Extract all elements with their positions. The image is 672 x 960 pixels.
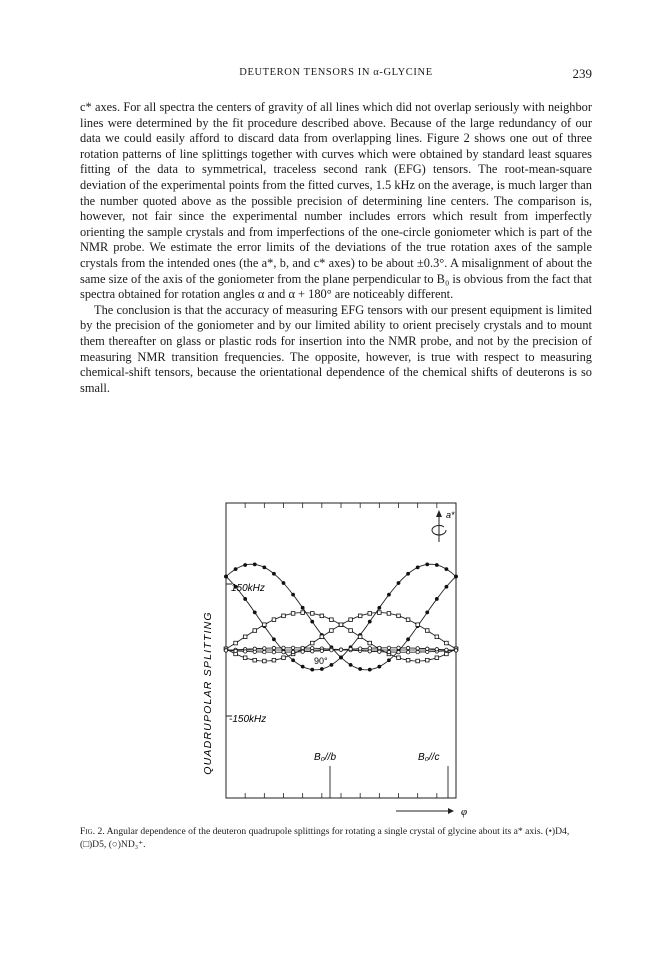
point-d5: [368, 612, 372, 616]
point-nd3: [397, 650, 400, 653]
point-d5: [291, 612, 295, 616]
point-d5: [320, 614, 324, 618]
series-curve-3: [226, 613, 456, 661]
point-d4: [397, 581, 401, 585]
point-nd3: [234, 649, 237, 652]
point-nd3: [291, 650, 294, 653]
point-d5: [397, 614, 401, 618]
y-axis-label: QUADRUPOLAR SPLITTING: [202, 611, 214, 775]
series-curve-2: [226, 613, 456, 661]
running-title: DEUTERON TENSORS IN α-GLYCINE: [239, 67, 433, 78]
point-d5: [282, 656, 286, 660]
curve-group: [226, 564, 456, 670]
body-text: [80, 100, 592, 396]
point-nd3: [291, 646, 294, 649]
point-d5: [416, 623, 420, 627]
point-d4: [243, 563, 247, 567]
point-d5: [358, 614, 362, 618]
point-d5: [330, 618, 334, 622]
point-d5: [310, 612, 314, 616]
point-d5: [272, 618, 276, 622]
point-nd3: [387, 646, 390, 649]
point-nd3: [416, 647, 419, 650]
point-d4: [425, 610, 429, 614]
axis-label-a-star: a*: [446, 510, 455, 520]
point-nd3: [339, 648, 342, 651]
point-d5: [435, 635, 439, 639]
point-d5: [397, 656, 401, 660]
point-d4: [387, 593, 391, 597]
point-nd3: [272, 646, 275, 649]
mid-label-90: 90°: [314, 656, 328, 666]
point-nd3: [406, 646, 409, 649]
point-d4: [330, 663, 334, 667]
point-nd3: [368, 646, 371, 649]
point-d4: [253, 610, 257, 614]
point-d5: [445, 641, 449, 645]
point-nd3: [416, 650, 419, 653]
point-d5: [339, 623, 343, 627]
point-d4: [262, 565, 266, 569]
point-d4: [291, 593, 295, 597]
point-d4: [387, 658, 391, 662]
figure-2: [196, 498, 486, 878]
point-nd3: [282, 646, 285, 649]
point-d4: [445, 585, 449, 589]
point-d5: [253, 658, 257, 662]
point-d4: [339, 656, 343, 660]
point-d4: [425, 563, 429, 567]
point-nd3: [378, 650, 381, 653]
point-d4: [406, 572, 410, 576]
figure-caption: [80, 826, 592, 851]
marker-b-label: B₀//b: [314, 752, 337, 763]
tick-label-top: 150kHz: [231, 583, 265, 594]
point-d5: [330, 629, 334, 633]
point-d5: [301, 611, 305, 615]
tick-label-bottom: -150kHz: [229, 714, 267, 725]
point-nd3: [330, 648, 333, 651]
running-header: [80, 67, 592, 83]
point-d5: [310, 641, 314, 645]
phi-axis-label: φ: [461, 806, 468, 818]
phi-axis-arrow: [396, 808, 454, 814]
point-d4: [349, 663, 353, 667]
point-d4: [234, 567, 238, 571]
point-d4: [301, 665, 305, 669]
point-d5: [378, 611, 382, 615]
point-d5: [425, 658, 429, 662]
point-nd3: [454, 649, 457, 652]
point-d4: [454, 575, 458, 579]
point-d5: [253, 629, 257, 633]
point-nd3: [358, 647, 361, 650]
point-d4: [377, 665, 381, 669]
point-d5: [282, 614, 286, 618]
point-d5: [387, 612, 391, 616]
point-d4: [416, 565, 420, 569]
point-nd3: [311, 650, 314, 653]
point-d4: [310, 668, 314, 672]
point-d4: [291, 658, 295, 662]
paragraph-1: c* axes. For all spectra the centers of gravity of all lines which did not overlap seriously with neighbor lines were determined by the fit procedure described above. Because of the large redundancy of our data we could easily afford to discard data from overlapping lines. Figure 2 shows one out of three rotation patterns of line splittings together with curves which were obtained by standard least squares fitting of the data to symmetrical, traceless second rank (EFG) tensors. The root-mean-square deviation of the experimental points from the fitted curves, 1.5 kHz on the average, is much larger than the number quoted above as the possible precision of determining line centers. The comparison is, however, not fair since the experimental number includes errors which result from imperfectly orienting the sample crystals and from imperfections of the one-circle goniometer which is part of the NMR probe. We estimate the error limits of the deviations of the true rotation axes of the sample crystals from the intended ones (the a*, b, and c* axes) to be about ±0.3°. A misalignment of about the same size of the axis of the goniometer from the plane perpendicular to B₀ is obvious from the fact that spectra obtained for rotation angles α and α + 180° are noticeably different.: [80, 100, 592, 302]
point-d4: [435, 597, 439, 601]
point-nd3: [301, 650, 304, 653]
point-d5: [406, 618, 410, 622]
point-d4: [282, 581, 286, 585]
point-nd3: [282, 650, 285, 653]
point-d5: [358, 635, 362, 639]
point-d5: [425, 629, 429, 633]
point-d4: [301, 606, 305, 610]
point-nd3: [349, 647, 352, 650]
point-d5: [406, 658, 410, 662]
point-nd3: [406, 650, 409, 653]
point-nd3: [445, 648, 448, 651]
point-d4: [224, 575, 228, 579]
point-d4: [445, 567, 449, 571]
point-d5: [368, 641, 372, 645]
point-nd3: [397, 646, 400, 649]
series-curve-0: [226, 564, 456, 670]
point-d4: [272, 637, 276, 641]
point-nd3: [387, 650, 390, 653]
point-d4: [368, 620, 372, 624]
point-d4: [310, 620, 314, 624]
point-d5: [349, 629, 353, 633]
point-nd3: [301, 646, 304, 649]
caption-text: Angular dependence of the deuteron quadrupole splittings for rotating a single crystal of glycine about its a* axis. (•)D4, (□)D5, (○)ND₃⁺.: [80, 826, 570, 850]
point-d4: [253, 563, 257, 567]
point-d5: [263, 623, 267, 627]
point-d4: [358, 667, 362, 671]
page-number: 239: [572, 66, 592, 81]
point-d4: [377, 606, 381, 610]
point-d5: [243, 635, 247, 639]
series-curve-1: [226, 564, 456, 670]
point-d5: [243, 656, 247, 660]
point-d5: [320, 635, 324, 639]
point-nd3: [253, 650, 256, 653]
point-nd3: [378, 646, 381, 649]
point-d4: [406, 637, 410, 641]
point-d5: [263, 659, 267, 663]
point-d5: [416, 659, 420, 663]
point-nd3: [224, 649, 227, 652]
point-d4: [435, 563, 439, 567]
point-d5: [234, 641, 238, 645]
point-nd3: [426, 647, 429, 650]
marker-c-label: B₀//c: [418, 752, 440, 763]
point-nd3: [435, 648, 438, 651]
caption-label: Fig. 2.: [80, 826, 105, 837]
point-nd3: [320, 649, 323, 652]
point-d5: [272, 658, 276, 662]
point-d4: [272, 572, 276, 576]
point-nd3: [243, 650, 246, 653]
point-nd3: [263, 650, 266, 653]
splitting-plot: [196, 498, 486, 818]
point-d4: [368, 668, 372, 672]
rotation-axis-icon: [432, 510, 446, 542]
point-nd3: [272, 650, 275, 653]
point-d5: [349, 618, 353, 622]
point-d4: [243, 597, 247, 601]
paragraph-2: The conclusion is that the accuracy of measuring EFG tensors with our present equipment is limited by the precision of the goniometer and by our limited ability to orient precisely crystals and to mount them thereafter on glass or plastic rods for insertion into the NMR probe, and not by the precision of measuring NMR transition frequencies. The opposite, however, is true with respect to measuring chemical-shift tensors, because the orientational dependence of the chemical shifts of deuterons is so small.: [80, 302, 592, 395]
point-nd3: [263, 647, 266, 650]
point-d4: [320, 667, 324, 671]
marker-group: [224, 563, 458, 672]
point-d5: [435, 656, 439, 660]
